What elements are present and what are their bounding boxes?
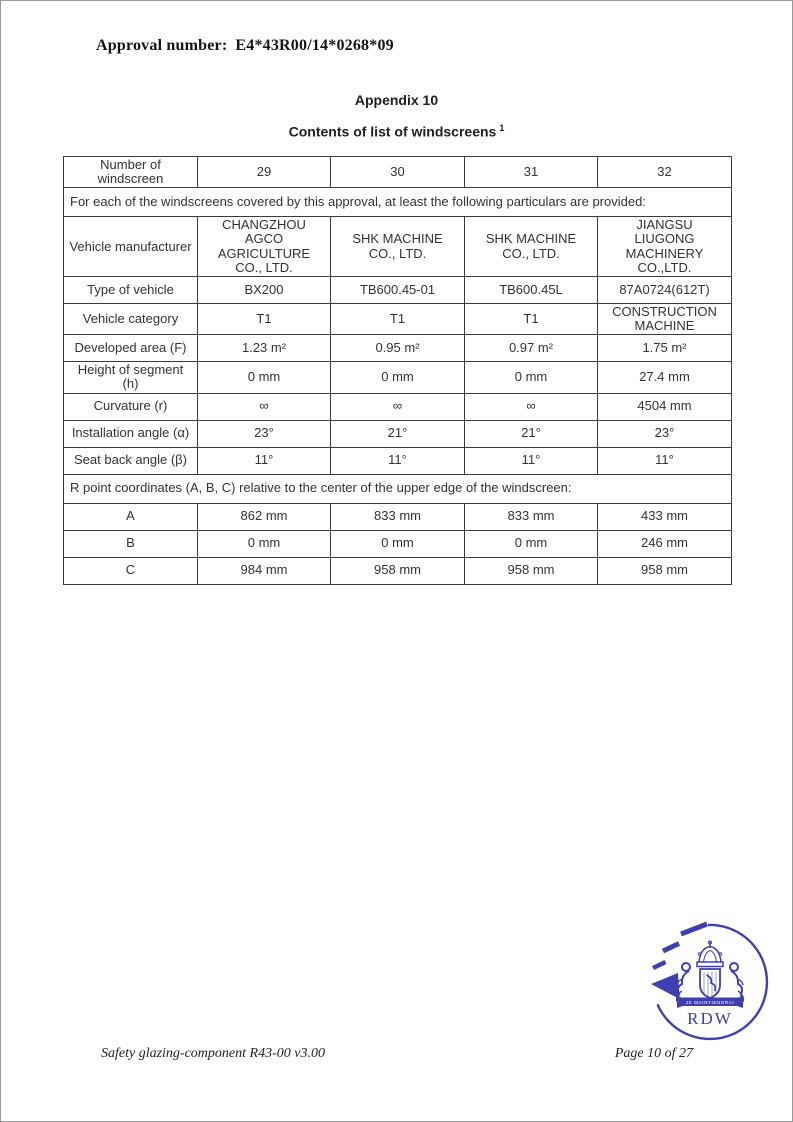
row-label: A — [64, 503, 198, 530]
row-label: Developed area (F) — [64, 335, 198, 362]
table-row-category — [64, 303, 732, 334]
table-cell: 433 mm — [598, 503, 732, 530]
contents-subtitle-text: Contents of list of windscreens — [288, 123, 497, 140]
table-row-coordinate-b — [64, 530, 732, 557]
table-cell: 11° — [198, 447, 331, 474]
table-cell: T1 — [198, 303, 331, 334]
appendix-title: Appendix 10 — [354, 92, 439, 108]
table-cell: 958 mm — [465, 557, 598, 584]
table-cell: 833 mm — [331, 503, 465, 530]
table-cell: SHK MACHINE CO., LTD. — [331, 217, 465, 277]
row-label: B — [64, 530, 198, 557]
windscreen-number: 30 — [331, 157, 465, 188]
table-cell: CONSTRUCTION MACHINE — [598, 303, 732, 334]
table-row-coordinate-a — [64, 503, 732, 530]
row-label: Height of segment (h) — [64, 362, 198, 393]
table-row-coordinate-c — [64, 557, 732, 584]
table-cell: 0 mm — [198, 362, 331, 393]
table-cell: JIANGSU LIUGONG MACHINERY CO.,LTD. — [598, 217, 732, 277]
windscreen-number: 31 — [465, 157, 598, 188]
row-label: Seat back angle (β) — [64, 447, 198, 474]
table-row-curvature — [64, 393, 732, 420]
table-row-type — [64, 276, 732, 303]
table-cell: 0 mm — [465, 362, 598, 393]
table-row-note — [64, 188, 732, 217]
table-cell: 11° — [465, 447, 598, 474]
footnote-marker: 1 — [499, 123, 505, 133]
table-cell: 4504 mm — [598, 393, 732, 420]
particulars-note: For each of the windscreens covered by this approval, at least the following particulars are provided: — [64, 188, 732, 217]
table-cell: TB600.45L — [465, 276, 598, 303]
table-cell: BX200 — [198, 276, 331, 303]
table-cell: 0 mm — [331, 362, 465, 393]
windscreen-table — [63, 156, 732, 585]
table-cell: T1 — [465, 303, 598, 334]
table-cell: 984 mm — [198, 557, 331, 584]
table-cell: 21° — [331, 420, 465, 447]
table-row-seat-back-angle — [64, 447, 732, 474]
row-label: Vehicle manufacturer — [64, 217, 198, 277]
table-cell: 0.97 m² — [465, 335, 598, 362]
table-row-rpoint-note — [64, 474, 732, 503]
rdw-stamp-icon — [633, 917, 778, 1049]
table-cell: ∞ — [198, 393, 331, 420]
table-cell: 11° — [331, 447, 465, 474]
row-label: C — [64, 557, 198, 584]
table-cell: 246 mm — [598, 530, 732, 557]
table-row-number — [64, 157, 732, 188]
table-cell: 0.95 m² — [331, 335, 465, 362]
row-label: Curvature (r) — [64, 393, 198, 420]
table-cell: 0 mm — [331, 530, 465, 557]
footer-document-version: Safety glazing-component R43-00 v3.00 — [101, 1046, 325, 1061]
row-label: Number of windscreen — [64, 157, 198, 188]
table-cell: SHK MACHINE CO., LTD. — [465, 217, 598, 277]
table-cell: 87A0724(612T) — [598, 276, 732, 303]
footer-page-number: Page 10 of 27 — [614, 1046, 693, 1061]
table-row-segment-height — [64, 362, 732, 393]
table-cell: 23° — [198, 420, 331, 447]
motto-text: JE MAINTIENDRAI — [685, 999, 735, 1005]
table-cell: 21° — [465, 420, 598, 447]
table-cell: 958 mm — [598, 557, 732, 584]
table-cell: 833 mm — [465, 503, 598, 530]
windscreen-number: 32 — [598, 157, 732, 188]
row-label: Vehicle category — [64, 303, 198, 334]
row-label: Type of vehicle — [64, 276, 198, 303]
table-cell: CHANGZHOU AGCO AGRICULTURE CO., LTD. — [198, 217, 331, 277]
table-cell: ∞ — [331, 393, 465, 420]
contents-subtitle — [1, 123, 792, 140]
table-cell: 0 mm — [198, 530, 331, 557]
table-cell: 1.75 m² — [598, 335, 732, 362]
table-cell: 1.23 m² — [198, 335, 331, 362]
rdw-stamp — [633, 917, 778, 1049]
rpoint-note: R point coordinates (A, B, C) relative to the center of the upper edge of the windscreen: — [64, 474, 732, 503]
row-label: Installation angle (α) — [64, 420, 198, 447]
table-cell: T1 — [331, 303, 465, 334]
table-cell: TB600.45-01 — [331, 276, 465, 303]
approval-number-line — [96, 37, 394, 55]
windscreen-number: 29 — [198, 157, 331, 188]
approval-number-value: E4*43R00/14*0268*09 — [235, 37, 394, 54]
table-cell: 958 mm — [331, 557, 465, 584]
table-row-manufacturer — [64, 217, 732, 277]
table-row-developed-area — [64, 335, 732, 362]
table-cell: 23° — [598, 420, 732, 447]
table-cell: 11° — [598, 447, 732, 474]
table-row-installation-angle — [64, 420, 732, 447]
table-cell: 862 mm — [198, 503, 331, 530]
rdw-label: RDW — [687, 1009, 733, 1028]
table-cell: ∞ — [465, 393, 598, 420]
table-cell: 0 mm — [465, 530, 598, 557]
approval-number-label: Approval number: — [96, 37, 228, 54]
table-cell: 27.4 mm — [598, 362, 732, 393]
